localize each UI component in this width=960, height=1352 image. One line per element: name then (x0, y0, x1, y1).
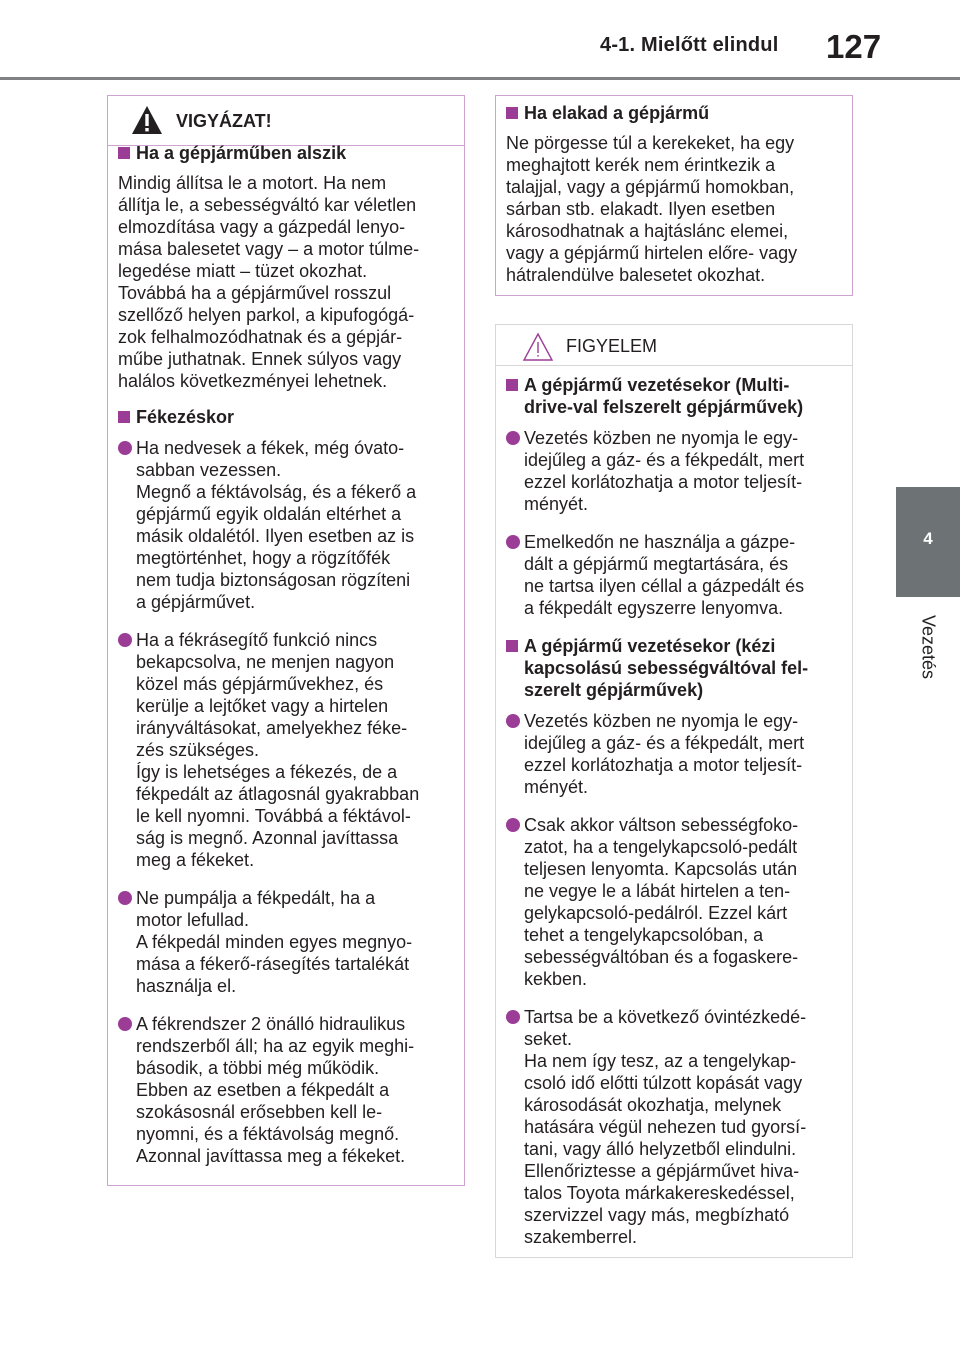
round-bullet-icon (118, 1017, 132, 1031)
text-line: Ne pumpálja a fékpedált, ha a (136, 888, 376, 908)
text-line: motor lefullad. (136, 910, 250, 930)
text-line: Vezetés közben ne nyomja le egy- (524, 428, 799, 448)
bullet-list (112, 437, 458, 1167)
caution-header (108, 96, 464, 146)
text-line: irányváltásokat, amelyekhez féke- (136, 718, 408, 738)
text-line: Vezetés közben ne nyomja le egy- (524, 711, 799, 731)
text-line: kapcsolású sebességváltóval fel- (524, 658, 809, 678)
text-line: bekapcsolva, ne menjen nagyon (136, 652, 395, 672)
round-bullet-icon (506, 1010, 520, 1024)
text-line: idejűleg a gáz- és a fékpedált, mert (524, 450, 805, 470)
text-line: szellőző helyen parkol, a kipufogógá- (118, 305, 415, 325)
bullet-item (112, 437, 458, 613)
text-line: kerülje a lejtőket vagy a hirtelen (136, 696, 389, 716)
text-line: meghajtott kerék nem érintkezik a (506, 155, 776, 175)
bullet-item (500, 814, 846, 990)
text-line: talajjal, vagy a gépjármű homokban, (506, 177, 795, 197)
text-line: fékpedált az átlagosnál gyakrabban (136, 784, 420, 804)
square-bullet-icon (118, 147, 130, 159)
text-line: Ne pörgesse túl a kerekeket, ha egy (506, 133, 795, 153)
bullet-item (500, 1006, 846, 1248)
section-heading: Ha elakad a gépjármű (500, 102, 846, 124)
text-line: ményét. (524, 777, 589, 797)
text-line: Ha nem így tesz, az a tengelykap- (524, 1051, 797, 1071)
bullet-item (112, 1013, 458, 1167)
text-line: károsodását okozhatja, melynek (524, 1095, 782, 1115)
text-line: műbe juthatnak. Ennek súlyos vagy (118, 349, 402, 369)
text-line: rendszerből áll; ha az egyik meghi- (136, 1036, 415, 1056)
text-line: meg a fékeket. (136, 850, 255, 870)
text-line: gépjármű egyik oldalán eltérhet a (136, 504, 402, 524)
text-line: másik oldalétól. Ilyen esetben az is (136, 526, 415, 546)
text-line: teljesen lenyomta. Kapcsolás után (524, 859, 798, 879)
text-line: A gépjármű vezetésekor (Multi- (524, 375, 790, 395)
text-line: használja el. (136, 976, 237, 996)
text-line: kekben. (524, 969, 588, 989)
caution-box (107, 95, 465, 1186)
square-bullet-icon (506, 640, 518, 652)
chapter-number-tab: 4 (896, 487, 960, 597)
section-heading (500, 374, 846, 418)
text-line: sárban stb. elakadt. Ilyen esetben (506, 199, 776, 219)
text-line: ezzel korlátozhatja a motor teljesít- (524, 472, 803, 492)
text-line: mása a fékerő-rásegítés tartalékát (136, 954, 410, 974)
notice-content (500, 374, 846, 1248)
chapter-label-tab (896, 597, 960, 697)
section-title: 4-1. Mielőtt elindul (600, 34, 779, 56)
text-line: nem tudja biztonságosan rögzíteni (136, 570, 411, 590)
round-bullet-icon (118, 891, 132, 905)
text-line: Továbbá ha a gépjárművel rosszul (118, 283, 392, 303)
text-line: állítja le, a sebességváltó kar véletlen (118, 195, 417, 215)
paragraph (500, 132, 846, 286)
text-line: zok felhalmozódhatnak és a gépjár- (118, 327, 403, 347)
caution-content (112, 142, 458, 1167)
text-line: zés szükséges. (136, 740, 260, 760)
text-line: legedése miatt – tüzet okozhat. (118, 261, 368, 281)
text-line: károsodhatnak a hajtáslánc elemei, (506, 221, 789, 241)
text-line: halálos következményei lehetnek. (118, 371, 388, 391)
chapter-label: Vezetés (918, 614, 939, 680)
text-line: mása balesetet vagy – a motor túlme- (118, 239, 420, 259)
text-line: ne tartsa ilyen céllal a gázpedált és (524, 576, 805, 596)
round-bullet-icon (506, 818, 520, 832)
text-line: vagy a gépjármű hirtelen előre- vagy (506, 243, 798, 263)
text-line: nyomni, és a féktávolság megnő. (136, 1124, 400, 1144)
text-line: szakemberrel. (524, 1227, 638, 1247)
text-line: Csak akkor váltson sebességfoko- (524, 815, 799, 835)
text-line: Ellenőriztesse a gépjárművet hiva- (524, 1161, 800, 1181)
square-bullet-icon (506, 379, 518, 391)
notice-warning-icon (522, 332, 554, 362)
text-line: zatot, ha a tengelykapcsoló-pedált (524, 837, 798, 857)
text-line: seket. (524, 1029, 573, 1049)
text-line: Azonnal javíttassa meg a fékeket. (136, 1146, 406, 1166)
text-line: le kell nyomni. Továbbá a féktávol- (136, 806, 411, 826)
text-line: ság is megnő. Azonnal javíttassa (136, 828, 399, 848)
bullet-item (112, 887, 458, 997)
bullet-item (112, 629, 458, 871)
text-line: közel más gépjárművekhez, és (136, 674, 384, 694)
warning-icon (131, 105, 163, 135)
text-line: Ebben az esetben a fékpedált a (136, 1080, 390, 1100)
text-line: A fékpedál minden egyes megnyo- (136, 932, 413, 952)
text-line: Tartsa be a következő óvintézkedé- (524, 1007, 807, 1027)
section-heading: Fékezéskor (112, 406, 458, 428)
text-line: A fékrendszer 2 önálló hidraulikus (136, 1014, 406, 1034)
text-line: szerelt gépjárművek) (524, 680, 704, 700)
text-line: sabban vezessen. (136, 460, 282, 480)
text-line: hatására végül nehezen tud gyorsí- (524, 1117, 807, 1137)
bullet-item (500, 427, 846, 515)
text-line: básodik, a többi még működik. (136, 1058, 380, 1078)
text-line: talos Toyota márkakereskedéssel, (524, 1183, 795, 1203)
text-line: Mindig állítsa le a motort. Ha nem (118, 173, 387, 193)
section-heading: Ha a gépjárműben alszik (112, 142, 458, 164)
round-bullet-icon (118, 633, 132, 647)
page-number: 127 (826, 28, 882, 65)
text-line: Így is lehetséges a fékezés, de a (136, 762, 398, 782)
text-line: Ha a fékrásegítő funkció nincs (136, 630, 378, 650)
text-line: gelykapcsoló-pedálról. Ezzel kárt (524, 903, 788, 923)
round-bullet-icon (118, 441, 132, 455)
text-line: drive-val felszerelt gépjárművek) (524, 397, 804, 417)
text-line: szokásosnál erősebben kell le- (136, 1102, 383, 1122)
text-line: Megnő a féktávolság, és a fékerő a (136, 482, 417, 502)
notice-box (495, 324, 853, 1258)
text-line: ne vegye le a lábát hirtelen a ten- (524, 881, 791, 901)
text-line: elmozdítása vagy a gázpedál lenyo- (118, 217, 406, 237)
text-line: ményét. (524, 494, 589, 514)
text-line: sebességváltóban és a fogaskere- (524, 947, 799, 967)
text-line: hátralendülve balesetet okozhat. (506, 265, 766, 285)
text-line: A gépjármű vezetésekor (kézi (524, 636, 776, 656)
text-line: Ha nedvesek a fékek, még óvato- (136, 438, 405, 458)
round-bullet-icon (506, 714, 520, 728)
text-line: tani, vagy álló helyzetből elindulni. (524, 1139, 797, 1159)
bullet-item (500, 531, 846, 619)
text-line: szervizzel vagy más, megbízható (524, 1205, 790, 1225)
text-line: megtörténhet, hogy a rögzítőfék (136, 548, 391, 568)
text-line: a gépjárművet. (136, 592, 256, 612)
text-line: idejűleg a gáz- és a fékpedált, mert (524, 733, 805, 753)
section-heading (500, 635, 846, 701)
text-line: ezzel korlátozhatja a motor teljesít- (524, 755, 803, 775)
bullet-item (500, 710, 846, 798)
text-line: csoló idő előtti túlzott kopását vagy (524, 1073, 803, 1093)
square-bullet-icon (118, 411, 130, 423)
text-line: a fékpedált egyszerre lenyomva. (524, 598, 784, 618)
square-bullet-icon (506, 107, 518, 119)
notice-heading: FIGYELEM (566, 336, 658, 356)
round-bullet-icon (506, 535, 520, 549)
text-line: tehet a tengelykapcsolóban, a (524, 925, 764, 945)
round-bullet-icon (506, 431, 520, 445)
notice-header (496, 325, 852, 366)
stuck-vehicle-box (495, 95, 853, 296)
paragraph (112, 172, 458, 392)
text-line: dált a gépjármű megtartására, és (524, 554, 789, 574)
caution-heading: VIGYÁZAT! (176, 111, 272, 131)
stuck-content (500, 102, 846, 286)
header-divider (0, 77, 960, 80)
text-line: Emelkedőn ne használja a gázpe- (524, 532, 796, 552)
